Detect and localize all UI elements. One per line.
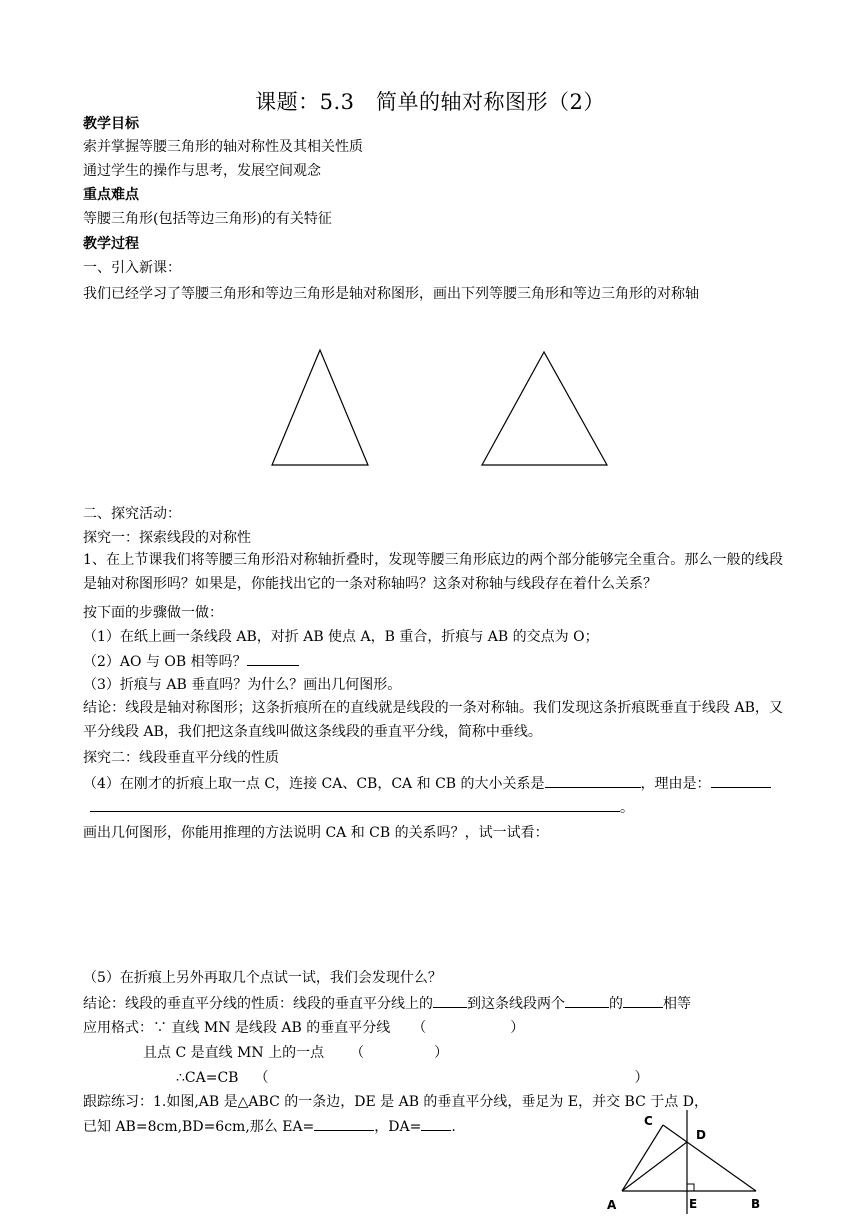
step-2-text: （2）AO 与 OB 相等吗？: [83, 654, 247, 670]
step-4: [83, 773, 771, 794]
step-3: （3）折痕与 AB 垂直吗？为什么？画出几何图形。: [83, 677, 402, 693]
label-a: A: [607, 1198, 617, 1212]
step-2-answer-blank[interactable]: [247, 651, 299, 666]
conclusion-1: 结论：线段是轴对称图形；这条折痕所在的直线就是线段的一条对称轴。我们发现这条折痕既垂直于线段 AB，又平分线段 AB，我们把这条直线叫做这条线段的垂直平分线，简称中垂线。: [83, 700, 783, 740]
page-title: 课题：5.3 简单的轴对称图形（2）: [255, 90, 605, 114]
label-c: C: [644, 1114, 653, 1128]
equilateral-triangle-figure: [470, 340, 620, 470]
practice-line-1: 跟踪练习：1.如图,AB 是△ABC 的一条边，DE 是 AB 的垂直平分线，垂足为 E，并交 BC 于点 D，: [83, 1094, 708, 1110]
step-4-reason-label: ，理由是：: [640, 776, 711, 792]
application-line-2-text: 且点 C 是直线 MN 上的一点: [143, 1045, 325, 1061]
application-line-3-text: ∴CA=CB: [176, 1070, 239, 1086]
explore-paragraph-1: 1、在上节课我们将等腰三角形沿对称轴折叠时，发现等腰三角形底边的两个部分能够完全重合。那么一般的线段是轴对称图形吗？如果是，你能找出它的一条对称轴吗？这条对称轴与线段存在着什么关系？: [83, 552, 783, 592]
explore-topic-2: 探究二：线段垂直平分线的性质: [83, 750, 279, 766]
explore-heading: 二、探究活动：: [83, 506, 181, 522]
conclusion-2: [83, 993, 691, 1014]
explore-topic-1: 探究一：探索线段的对称性: [83, 530, 251, 546]
label-e: E: [689, 1197, 698, 1211]
conclusion-2-part-4: 相等: [663, 996, 691, 1012]
intro-text: 我们已经学习了等腰三角形和等边三角形是轴对称图形，画出下列等腰三角形和等边三角形的对称轴: [83, 286, 699, 302]
process-heading: 教学过程: [83, 236, 139, 252]
practice-line-2: [83, 1116, 456, 1137]
conclusion-2-part-3: 的: [609, 996, 623, 1012]
application-line-1: [83, 1018, 524, 1038]
conclusion-blank-3[interactable]: [623, 993, 663, 1008]
step-4-end: 。: [620, 800, 634, 816]
da-answer-blank[interactable]: [421, 1116, 451, 1131]
application-line-3: [176, 1068, 648, 1088]
segment-ac: [622, 1125, 663, 1191]
label-b: B: [751, 1197, 761, 1211]
isosceles-triangle: [272, 350, 368, 465]
step-2: [83, 651, 299, 672]
application-reason-2: （ ）: [350, 1045, 449, 1061]
practice-triangle-figure: [600, 1108, 775, 1216]
conclusion-blank-1[interactable]: [433, 993, 467, 1008]
application-line-2: [143, 1043, 448, 1063]
ea-answer-blank[interactable]: [314, 1116, 374, 1131]
conclusion-2-part-1: 结论：线段的垂直平分线的性质：线段的垂直平分线上的: [83, 996, 433, 1012]
reason-blank-2[interactable]: [90, 797, 620, 812]
practice-end: .: [451, 1119, 456, 1135]
key-points-text: 等腰三角形(包括等边三角形)的有关特征: [83, 211, 332, 227]
equilateral-triangle: [482, 352, 607, 465]
objective-item-2: 通过学生的操作与思考，发展空间观念: [83, 163, 321, 179]
step-5: （5）在折痕上另外再取几个点试一试，我们会发现什么？: [83, 970, 442, 986]
steps-intro: 按下面的步骤做一做：: [83, 605, 223, 621]
practice-da-label: ，DA=: [374, 1119, 422, 1135]
label-d: D: [696, 1128, 706, 1142]
application-line-1-text: 应用格式：∵ 直线 MN 是线段 AB 的垂直平分线: [83, 1020, 391, 1036]
segment-ad: [622, 1142, 687, 1191]
application-reason-3-open: （: [254, 1070, 269, 1086]
objective-item-1: 索并掌握等腰三角形的轴对称性及其相关性质: [83, 139, 363, 155]
key-points-heading: 重点难点: [83, 187, 139, 203]
draw-prompt: 画出几何图形，你能用推理的方法说明 CA 和 CB 的关系吗？，试一试看：: [83, 825, 549, 841]
step-4-line-2: [90, 797, 634, 818]
ca-cb-relation-blank[interactable]: [545, 773, 641, 788]
step-4-text: （4）在刚才的折痕上取一点 C，连接 CA、CB，CA 和 CB 的大小关系是: [83, 776, 545, 792]
reason-blank-1[interactable]: [711, 773, 771, 788]
conclusion-blank-2[interactable]: [565, 993, 609, 1008]
application-reason-3-close: ）: [634, 1070, 649, 1086]
segment-cb: [663, 1125, 756, 1191]
objectives-heading: 教学目标: [83, 116, 139, 132]
practice-text: 已知 AB=8cm,BD=6cm,那么 EA=: [83, 1119, 315, 1135]
right-angle-mark: [687, 1184, 694, 1191]
step-1: （1）在纸上画一条线段 AB，对折 AB 使点 A，B 重合，折痕与 AB 的交点为 O；: [83, 629, 599, 645]
application-reason-1: （ ）: [412, 1020, 525, 1036]
isosceles-triangle-figure: [260, 340, 360, 470]
conclusion-2-part-2: 到这条线段两个: [467, 996, 565, 1012]
intro-heading: 一、引入新课：: [83, 260, 181, 276]
